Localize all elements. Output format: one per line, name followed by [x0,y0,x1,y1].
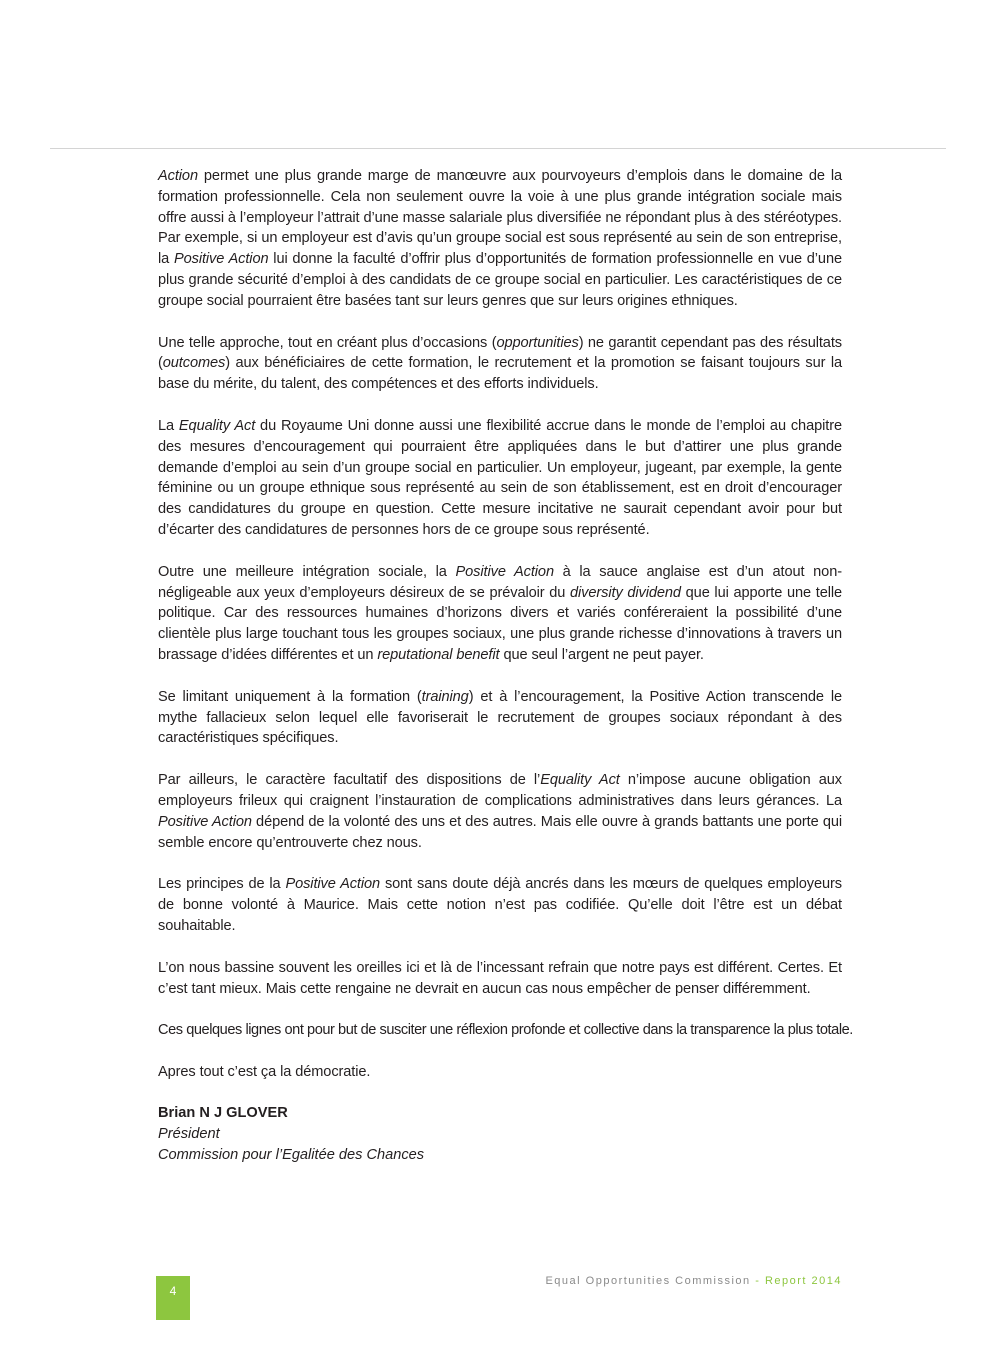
paragraph-text: du Royaume Uni donne aussi une flexibilité accrue dans le monde de l’emploi au chapitre des mesures d’encouragement qui pourraient être appliquées dans le but d’attirer une plus grande demande d’emploi au sein d’un groupe social en particulier. Un employeur, jugeant, par exemple, la gente féminine ou un groupe ethnique sous représenté au sein de son établissement, est en droit d’encourager des candidatures du groupe en question. Cette mesure incitative ne saurait cependant avoir pour but d’écarter des candidatures de personnes hors de ce groupe sous représenté. [158,417,842,538]
body-paragraph [158,874,842,936]
paragraph-text: que lui apporte une telle politique. Car des ressources humaines d’horizons divers et variés conféreraient la possibilité d’une clientèle plus large touchant tous les groupes sociaux, une plus grande richesse d’innovations à travers un brassage d’idées différentes et un [158,584,843,663]
paragraph-text: ) ne garantit cependant pas des résultats ( [158,334,842,372]
paragraph-text: sont sans doute déjà ancrés dans les mœurs de quelques employeurs de bonne volonté à Maurice. Mais cette notion n’est pas codifiée. Qu’elle doit l’être est un débat souhaitable. [158,876,842,934]
paragraph-text: lui donne la faculté d’offrir plus d’opportunités de formation professionnelle en vue d’une plus grande sécurité d’emploi à des candidats de ce groupe social en particulier. Les caractéristiques de ce groupe social pourraient être basées tant sur leurs genres que sur leurs origines ethniques. [158,251,842,309]
body-paragraph [158,770,842,853]
body-paragraph [158,562,842,666]
italic-term: training [421,688,469,705]
paragraph-text: L’on nous bassine souvent les oreilles ici et là de l’incessant refrain que notre pays est différent. Certes. Et c’est tant mieux. Mais cette rengaine ne devrait en aucun cas nous empêcher de penser différemment. [158,959,842,997]
italic-term: diversity dividend [570,584,681,601]
italic-term: Equality Act [178,417,256,434]
italic-term: reputational benefit [377,646,500,663]
signature-block [158,1103,424,1166]
paragraph-text: que seul l’argent ne peut payer. [499,646,704,663]
paragraph-text: La [158,417,179,434]
body-paragraph [158,1062,842,1083]
footer-publisher: Equal Opportunities Commission [545,1275,751,1287]
letter-body [158,166,853,1104]
signatory-name: Brian N J GLOVER [158,1105,288,1121]
italic-term: Positive Action [285,876,381,893]
paragraph-text: ) et à l’encouragement, la Positive Action transcende le mythe fallacieux selon lequel elle favoriserait le recrutement de groupes sociaux répondant à des caractéristiques spécifiques. [158,688,842,747]
footer-separator: - [755,1275,761,1287]
header-divider [50,148,946,149]
paragraph-text: à la sauce anglaise est d’un atout non-négligeable aux yeux d’employeurs désireux de se prévaloir du [158,563,842,601]
paragraph-text: Apres tout c’est ça la démocratie. [158,1064,371,1081]
paragraph-text: Par ailleurs, le caractère facultatif des dispositions de l’ [158,772,541,789]
italic-term: opportunities [496,334,579,351]
italic-term: Positive Action [173,251,269,268]
running-footer [545,1275,842,1287]
body-paragraph [158,166,842,312]
body-paragraph [158,1020,853,1041]
italic-term: Action [158,168,198,184]
paragraph-text: ) aux bénéficiaires de cette formation, le recrutement et la promotion se faisant toujours sur la base du mérite, du talent, des compétences et des efforts individuels. [158,355,842,393]
body-paragraph [158,958,842,1000]
paragraph-text: dépend de la volonté des uns et des autres. Mais elle ouvre à grands battants une porte qui semble encore qu’entrouverte chez nous. [158,813,842,851]
page-number: 4 [169,1284,177,1298]
paragraph-text: Outre une meilleure intégration sociale, la [158,563,456,580]
footer-report-title: Report 2014 [764,1275,842,1287]
italic-term: Equality Act [540,772,620,789]
paragraph-text: Ces quelques lignes ont pour but de susciter une réflexion profonde et collective dans la transparence la plus totale. [158,1022,853,1039]
italic-term: Positive Action [158,813,252,830]
body-paragraph [158,333,842,395]
page-number-tab [156,1276,190,1320]
paragraph-text: permet une plus grande marge de manœuvre aux pourvoyeurs d’emplois dans le domaine de la formation professionnelle. Cela non seulement ouvre la voie à une plus grande intégration sociale mais offre aussi à l’employeur l’attrait d’une masse salariale plus diversifiée ne répondant plus à des stéréotypes. Par exemple, si un employeur est d’avis qu’un groupe social est sous représenté au sein de son entreprise, la [158,168,842,268]
paragraph-text: Une telle approche, tout en créant plus d’occasions ( [158,334,497,351]
paragraph-text: n’impose aucune obligation aux employeurs frileux qui craignent l’instauration de complications administratives dans leurs gérances. La [158,772,842,809]
body-paragraph [158,416,842,541]
body-paragraph [158,687,842,749]
paragraph-text: Se limitant uniquement à la formation ( [158,688,422,705]
paragraph-text: Les principes de la [158,876,286,893]
signatory-organization: Commission pour l’Egalitée des Chances [158,1147,425,1163]
signatory-title: Président [158,1126,220,1142]
italic-term: Positive Action [455,563,554,580]
italic-term: outcomes [162,355,226,372]
